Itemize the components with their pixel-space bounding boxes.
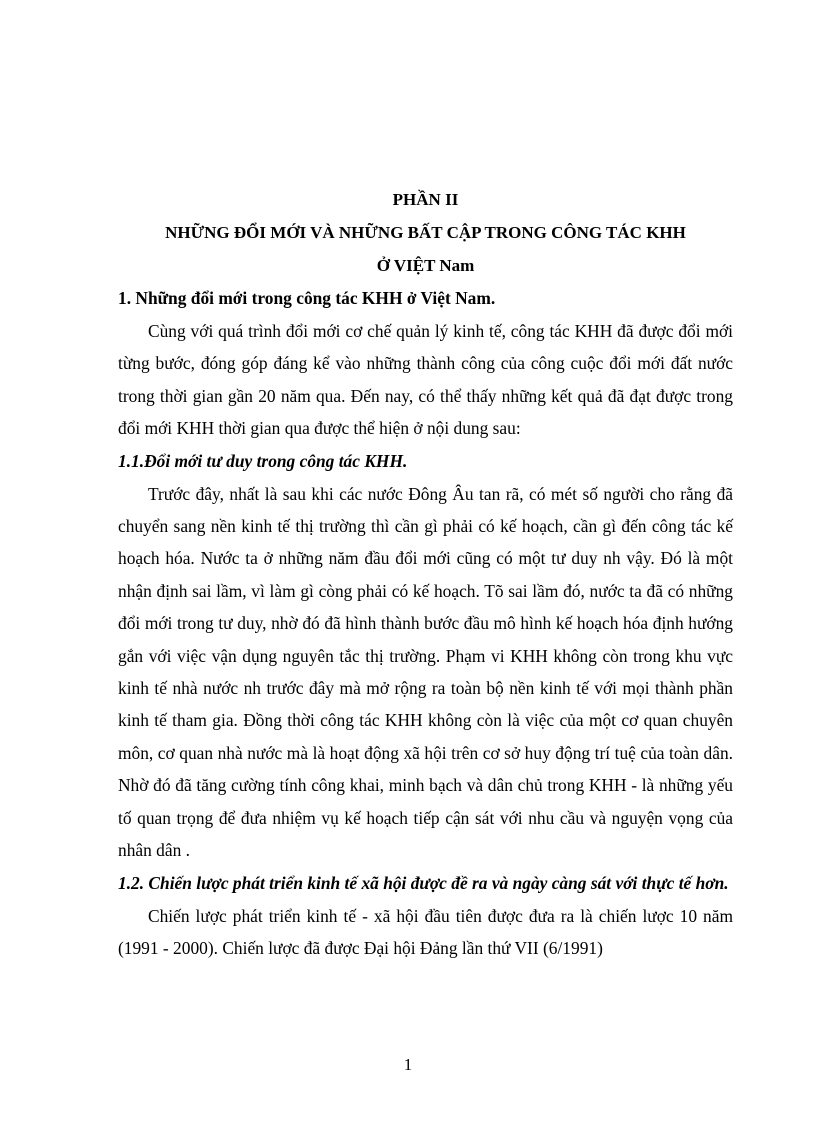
section-1-heading: 1. Những đổi mới trong công tác KHH ở Việt Nam.	[118, 288, 496, 308]
section-1-1-heading: 1.1.Đổi mới tư duy trong công tác KHH.	[118, 450, 408, 471]
part-heading: PHẦN II	[392, 190, 459, 209]
chapter-title-line1: NHỮNG ĐỔI MỚI VÀ NHỮNG BẤT CẬP TRONG CÔNG TÁC KHH	[165, 223, 686, 242]
page-number: 1	[403, 1055, 413, 1074]
chapter-title-line2: Ở VIỆT Nam	[376, 256, 475, 275]
section-1-2-heading: 1.2. Chiến lược phát triển kinh tế xã hội được đề ra và ngày càng sát với thực tế hơn.	[118, 872, 729, 893]
section-1-1-paragraph: Trước đây, nhất là sau khi các nước Đông Âu tan rã, có mét số người cho rằng đã chuyển sang nền kinh tế thị trường thì cần gì phải có kế hoạch, cần gì đến công tác kế hoạch hóa. Nước ta ở những năm đầu đổi mới cũng có một tư duy nh vậy. Đó là một nhận định sai lầm, vì làm gì còng phải có kế hoạch. Tõ sai lầm đó, nước ta đã có những đổi mới trong tư duy, nhờ đó đã hình thành bước đầu mô hình kế hoạch hóa định hướng gắn với việc vận dụng nguyên tắc thị trường. Phạm vi KHH không còn trong khu vực kinh tế nhà nước nh trước đây mà mở rộng ra toàn bộ nền kinh tế với mọi thành phần kinh tế tham gia. Đồng thời công tác KHH không còn là việc của một cơ quan chuyên môn, cơ quan nhà nước mà là hoạt động xã hội trên cơ sở huy động trí tuệ của toàn dân. Nhờ đó đã tăng cường tính công khai, minh bạch và dân chủ trong KHH - là những yếu tố quan trọng để đưa nhiệm vụ kế hoạch tiếp cận sát với nhu cầu và nguyện vọng của nhân dân .	[118, 483, 733, 861]
section-1-2-paragraph: Chiến lược phát triển kinh tế - xã hội đầu tiên được đưa ra là chiến lược 10 năm (1991 - 2000). Chiến lược đã được Đại hội Đảng lần thứ VII (6/1991)	[118, 905, 733, 958]
page-content	[118, 183, 733, 964]
section-1-paragraph: Cùng với quá trình đổi mới cơ chế quản lý kinh tế, công tác KHH đã được đổi mới từng bước, đóng góp đáng kể vào những thành công của công cuộc đổi mới đất nước trong thời gian gần 20 năm qua. Đến nay, có thể thấy những kết quả đã đạt được trong đổi mới KHH thời gian qua được thể hiện ở nội dung sau:	[118, 321, 733, 439]
